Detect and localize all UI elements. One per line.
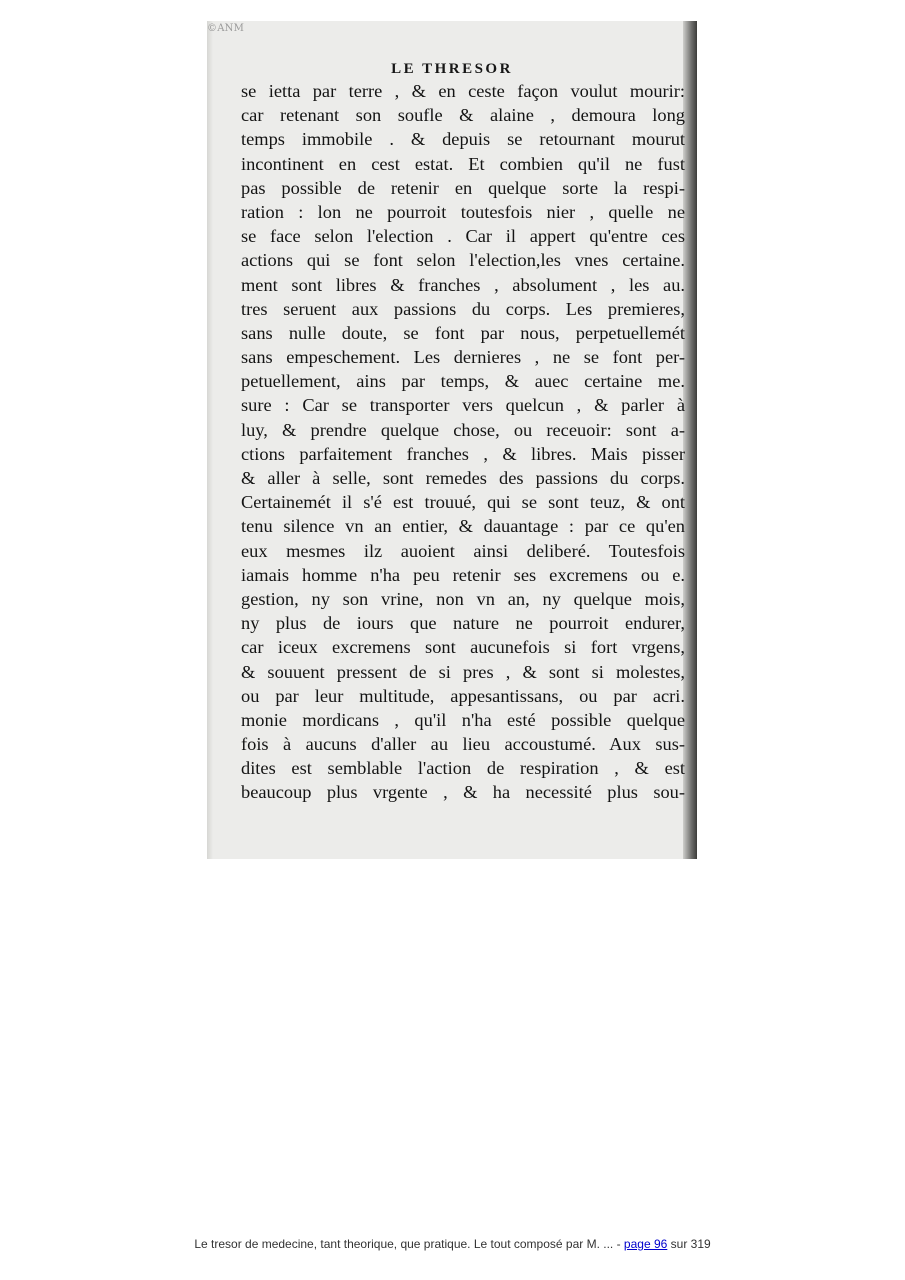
running-head: LE THRESOR [391, 61, 513, 77]
text-line: ny plus de iours que nature ne pourroit endurer, [241, 613, 685, 634]
page-link[interactable]: page 96 [623, 1237, 668, 1251]
page-scan [207, 21, 697, 859]
text-line: luy, & prendre quelque chose, ou receuoir: sont a- [241, 419, 685, 440]
text-line: tenu silence vn an entier, & dauantage : par ce qu'en [241, 516, 685, 537]
text-line: fois à aucuns d'aller au lieu accoustumé. Aux sus- [241, 734, 685, 755]
text-line: petuellement, ains par temps, & auec certaine me. [241, 371, 685, 392]
footer-page-count: sur 319 [667, 1237, 711, 1251]
text-line: gestion, ny son vrine, non vn an, ny quelque mois, [241, 588, 685, 609]
text-block [241, 79, 685, 805]
text-line: ou par leur multitude, appesantissans, ou par acri. [241, 685, 685, 706]
watermark: ©ANM [207, 23, 245, 34]
text-line: sans nulle doute, se font par nous, perpetuellemét [241, 322, 685, 343]
footer-title: Le tresor de medecine, tant theorique, que pratique. Le tout composé par M. ... - [194, 1237, 624, 1251]
text-line: car retenant son soufle & alaine , demoura long [241, 105, 685, 126]
text-line: iamais homme n'ha peu retenir ses excremens ou e. [241, 564, 685, 585]
scan-gutter-shadow [683, 21, 697, 859]
text-line: dites est semblable l'action de respiration , & est [241, 758, 685, 779]
text-line: beaucoup plus vrgente , & ha necessité plus sou- [241, 782, 685, 803]
text-line: pas possible de retenir en quelque sorte la respi- [241, 177, 685, 198]
text-line: monie mordicans , qu'il n'ha esté possible quelque [241, 709, 685, 730]
text-line: ctions parfaitement franches , & libres. Mais pisser [241, 443, 685, 464]
text-line: actions qui se font selon l'election,les vnes certaine. [241, 250, 685, 271]
text-line: ment sont libres & franches , absolument , les au. [241, 274, 685, 295]
page-footer [0, 1237, 905, 1251]
text-line: car iceux excremens sont aucunefois si fort vrgens, [241, 637, 685, 658]
text-line: & aller à selle, sont remedes des passions du corps. [241, 468, 685, 488]
text-line: se ietta par terre , & en ceste façon voulut mourir: [241, 81, 685, 101]
text-line: incontinent en cest estat. Et combien qu'il ne fust [241, 153, 685, 174]
text-line: temps immobile . & depuis se retournant mourut [241, 129, 685, 150]
text-line: ration : lon ne pourroit toutesfois nier , quelle ne [241, 201, 685, 222]
text-line: Certainemét il s'é est trouué, qui se sont teuz, & ont [241, 492, 685, 513]
scan-left-edge [207, 21, 213, 859]
text-line: sure : Car se transporter vers quelcun , & parler à [241, 395, 685, 416]
text-line: & souuent pressent de si pres , & sont si molestes, [241, 661, 685, 682]
text-line: se face selon l'election . Car il appert qu'entre ces [241, 226, 685, 247]
text-line: tres seruent aux passions du corps. Les premieres, [241, 298, 685, 319]
text-line: sans empeschement. Les dernieres , ne se font per- [241, 347, 685, 368]
text-line: eux mesmes ilz auoient ainsi deliberé. Toutesfois [241, 540, 685, 561]
